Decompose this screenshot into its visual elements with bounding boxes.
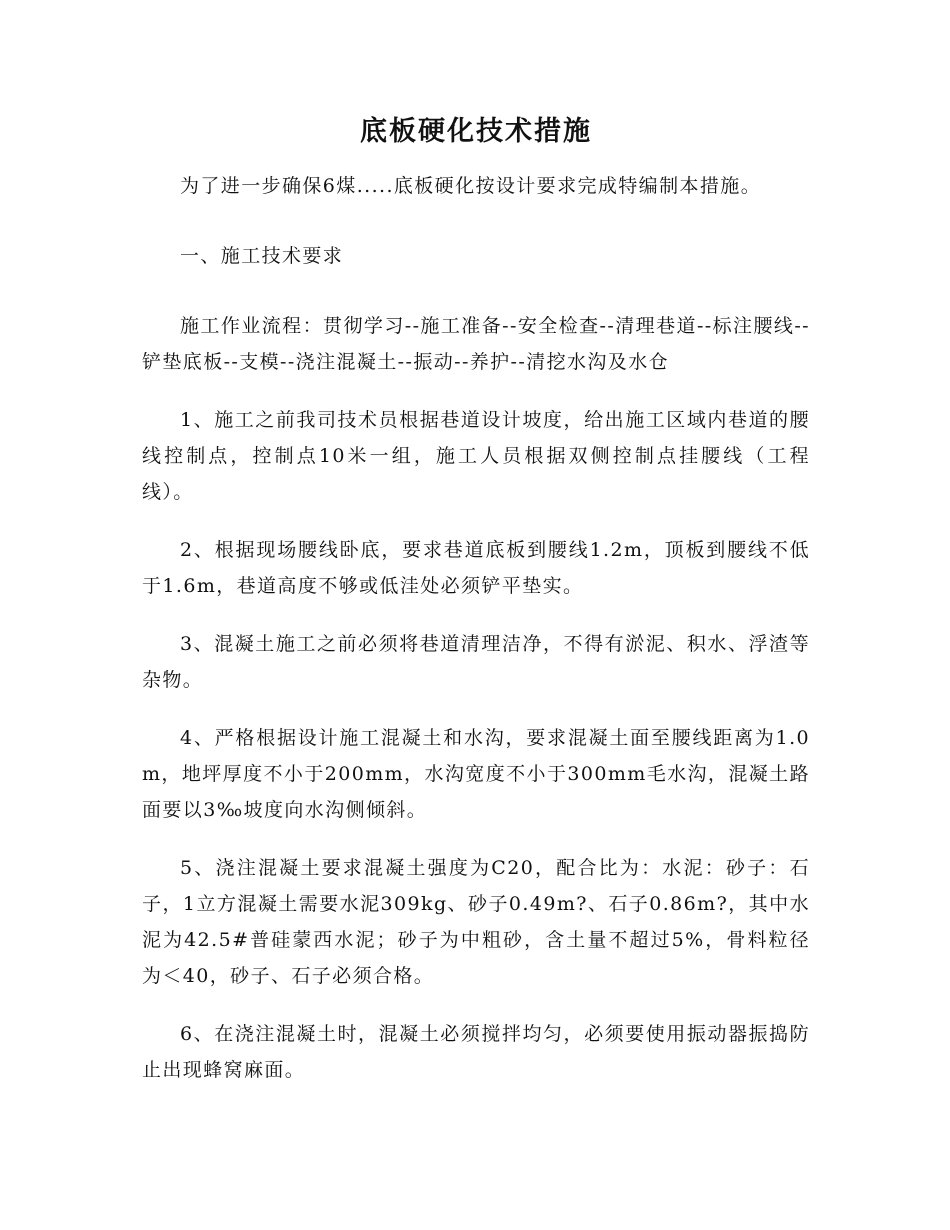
section-heading: 一、施工技术要求 xyxy=(180,245,344,267)
requirement-item-3: 3、混凝土施工之前必须将巷道清理洁净，不得有淤泥、积水、浮渣等杂物。 xyxy=(142,633,810,691)
intro-paragraph: 为了进一步确保6煤.....底板硬化按设计要求完成特编制本措施。 xyxy=(180,175,762,197)
requirement-item-1: 1、施工之前我司技术员根据巷道设计坡度，给出施工区域内巷道的腰线控制点，控制点10米一组，施工人员根据双侧控制点挂腰线（工程线）。 xyxy=(142,409,810,503)
requirement-item-2: 2、根据现场腰线卧底，要求巷道底板到腰线1.2m，顶板到腰线不低于1.6m，巷道高度不够或低洼处必须铲平垫实。 xyxy=(142,539,810,597)
requirement-item-5: 5、浇注混凝土要求混凝土强度为C20，配合比为：水泥：砂子：石子，1立方混凝土需要水泥309kg、砂子0.49m?、石子0.86m?，其中水泥为42.5#普硅蒙西水泥；砂子为中粗砂，含土量不超过5%，骨料粒径为＜40，砂子、石子必须合格。 xyxy=(142,857,810,987)
document-title: 底板硬化技术措施 xyxy=(360,116,592,147)
requirement-item-4: 4、严格根据设计施工混凝土和水沟，要求混凝土面至腰线距离为1.0m，地坪厚度不小于200mm，水沟宽度不小于300mm毛水沟，混凝土路面要以3‰坡度向水沟侧倾斜。 xyxy=(142,727,810,821)
workflow-paragraph: 施工作业流程：贯彻学习--施工准备--安全检查--清理巷道--标注腰线--铲垫底板--支模--浇注混凝土--振动--养护--清挖水沟及水仓 xyxy=(142,315,810,373)
document-body xyxy=(142,108,810,1110)
requirement-item-6: 6、在浇注混凝土时，混凝土必须搅拌均匀，必须要使用振动器振捣防止出现蜂窝麻面。 xyxy=(142,1023,810,1081)
